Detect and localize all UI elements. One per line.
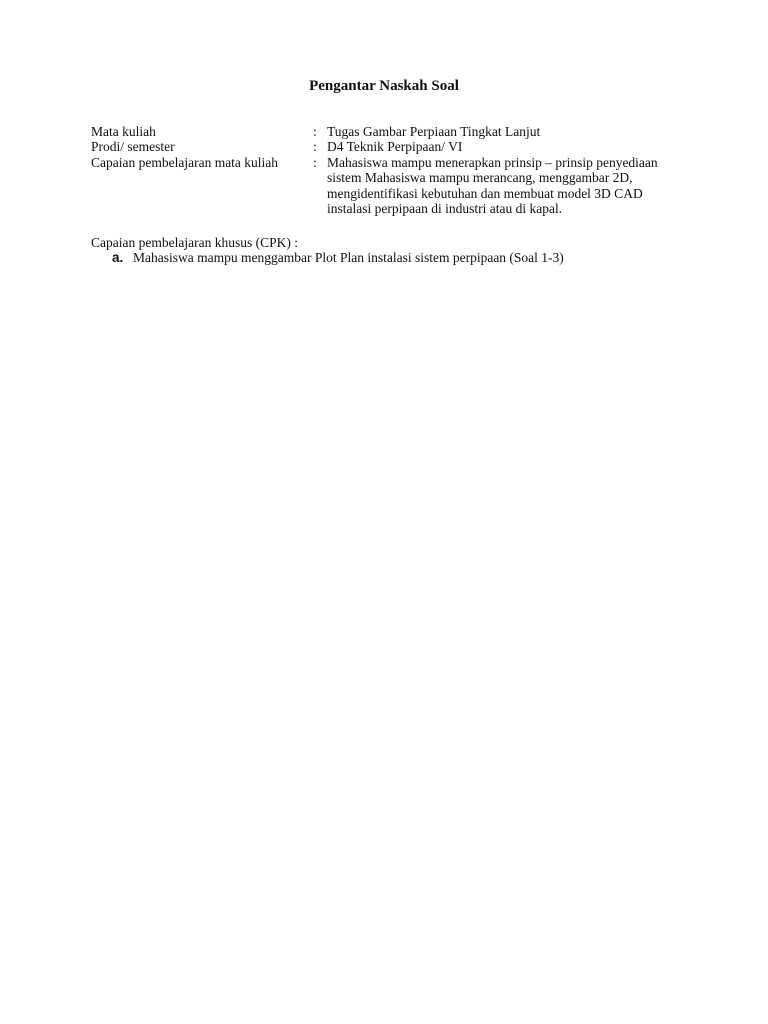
info-label-course: Mata kuliah <box>91 124 156 139</box>
info-row-outcome <box>91 155 711 217</box>
course-info-block <box>91 124 711 216</box>
info-label-program: Prodi/ semester <box>91 139 175 155</box>
info-value-course <box>327 124 707 139</box>
info-row-course <box>91 124 711 139</box>
info-separator: : <box>313 154 317 170</box>
document-title: Pengantar Naskah Soal <box>309 78 459 94</box>
info-value-line: D4 Teknik Perpipaan/ VI <box>327 139 463 155</box>
cpk-item-text: Mahasiswa mampu menggambar Plot Plan instalasi sistem perpipaan (Soal 1-3) <box>133 250 564 266</box>
cpk-list-item <box>91 250 711 265</box>
info-value-line: Tugas Gambar Perpiaan Tingkat Lanjut <box>327 124 541 139</box>
info-separator: : <box>313 124 317 139</box>
info-label-outcome: Capaian pembelajaran mata kuliah <box>91 154 279 170</box>
info-value-line: Mahasiswa mampu menerapkan prinsip – prinsip penyediaan <box>327 154 658 170</box>
info-row-program <box>91 139 711 154</box>
cpk-heading: Capaian pembelajaran khusus (CPK) : <box>91 235 298 250</box>
cpk-item-marker: a. <box>112 250 124 266</box>
info-value-line: instalasi perpipaan di industri atau di kapal. <box>327 201 563 217</box>
cpk-section <box>91 235 711 266</box>
info-value-program <box>327 139 707 154</box>
info-value-outcome <box>327 155 707 217</box>
info-value-line: mengidentifikasi kebutuhan dan membuat model 3D CAD <box>327 185 643 201</box>
info-separator: : <box>313 139 317 155</box>
info-value-line: sistem Mahasiswa mampu merancang, menggambar 2D, <box>327 170 633 186</box>
